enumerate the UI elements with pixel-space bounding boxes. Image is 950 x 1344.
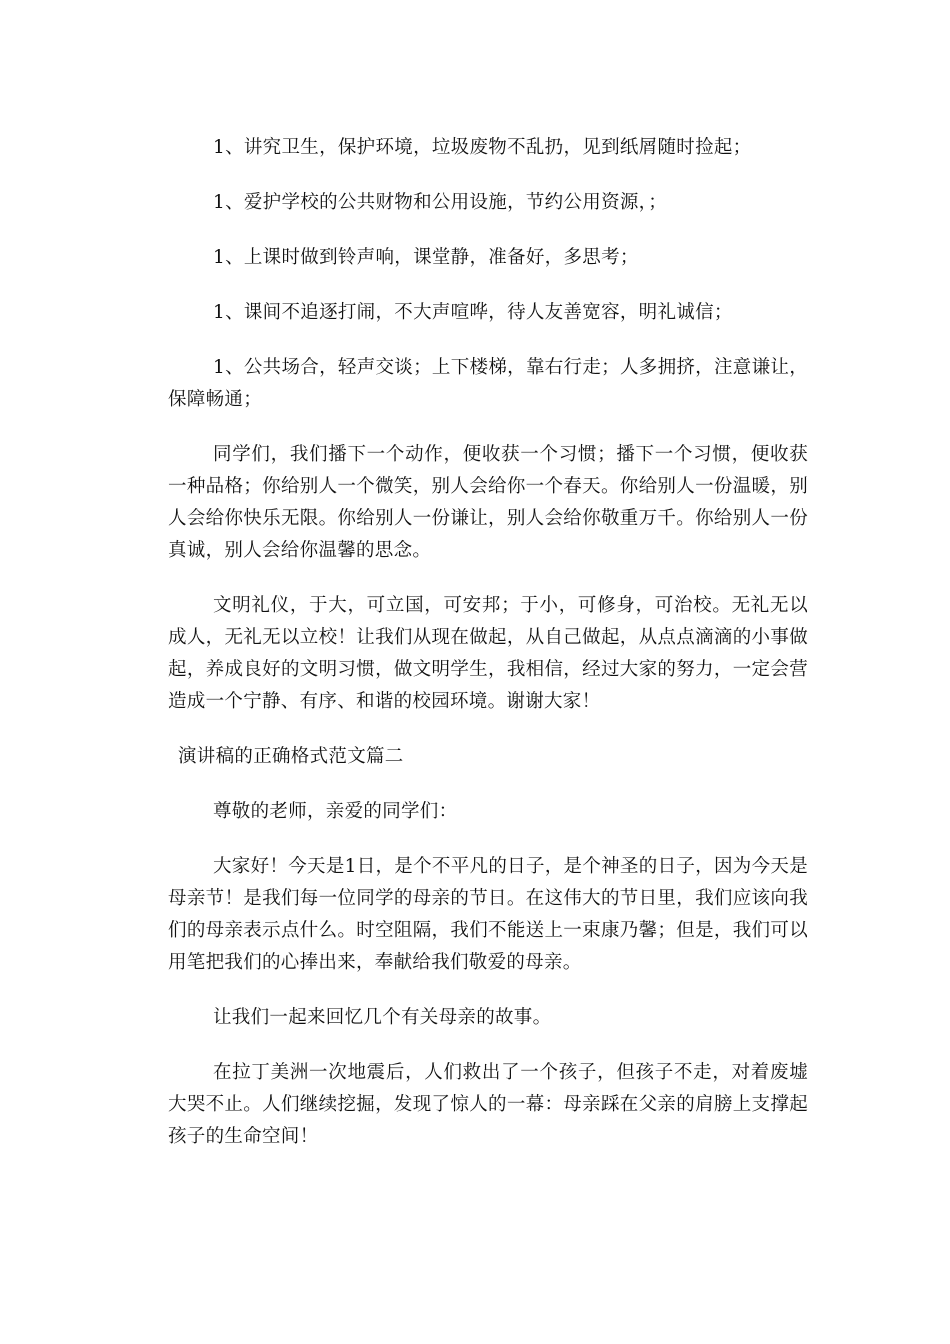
section-heading: 演讲稿的正确格式范文篇二 bbox=[178, 746, 404, 767]
salutation: 尊敬的老师，亲爱的同学们： bbox=[213, 801, 458, 822]
paragraph-mothers-day: 大家好！今天是1日，是个不平凡的日子，是个神圣的日子，因为今天是母亲节！是我们每一位同学的母亲的节日。在这伟大的节日里，我们应该向我们的母亲表示点什么。时空阻隔，我们不能送上一束康乃馨；但是，我们可以用笔把我们的心捧出来，奉献给我们敬爱的母亲。 bbox=[168, 856, 808, 973]
rule-recess: 1、课间不追逐打闹，不大声喧哗，待人友善宽容，明礼诚信； bbox=[213, 302, 733, 323]
rule-hygiene: 1、讲究卫生，保护环境，垃圾废物不乱扔，见到纸屑随时捡起； bbox=[213, 137, 752, 158]
paragraph-recall-stories: 让我们一起来回忆几个有关母亲的故事。 bbox=[213, 1007, 552, 1028]
paragraph-habits: 同学们，我们播下一个动作，便收获一个习惯；播下一个习惯，便收获一种品格；你给别人一个微笑，别人会给你一个春天。你给别人一份温暖，别人会给你快乐无限。你给别人一份谦让，别人会给你敬重万千。你给别人一份真诚，别人会给你温馨的思念。 bbox=[168, 444, 808, 561]
rule-public-property: 1、爱护学校的公共财物和公用设施，节约公用资源，； bbox=[213, 192, 668, 213]
rule-classroom: 1、上课时做到铃声响，课堂静，准备好，多思考； bbox=[213, 247, 639, 268]
paragraph-etiquette: 文明礼仪，于大，可立国，可安邦；于小，可修身，可治校。无礼无以成人，无礼无以立校！让我们从现在做起，从自己做起，从点点滴滴的小事做起，养成良好的文明习惯，做文明学生，我相信，经过大家的努力，一定会营造成一个宁静、有序、和谐的校园环境。谢谢大家！ bbox=[168, 595, 808, 712]
document-body bbox=[168, 132, 808, 1176]
paragraph-earthquake-story: 在拉丁美洲一次地震后，人们救出了一个孩子，但孩子不走，对着废墟大哭不止。人们继续挖掘，发现了惊人的一幕：母亲踩在父亲的肩膀上支撑起孩子的生命空间！ bbox=[168, 1062, 808, 1147]
rule-public-places: 1、公共场合，轻声交谈；上下楼梯，靠右行走；人多拥挤，注意谦让，保障畅通； bbox=[168, 357, 808, 410]
